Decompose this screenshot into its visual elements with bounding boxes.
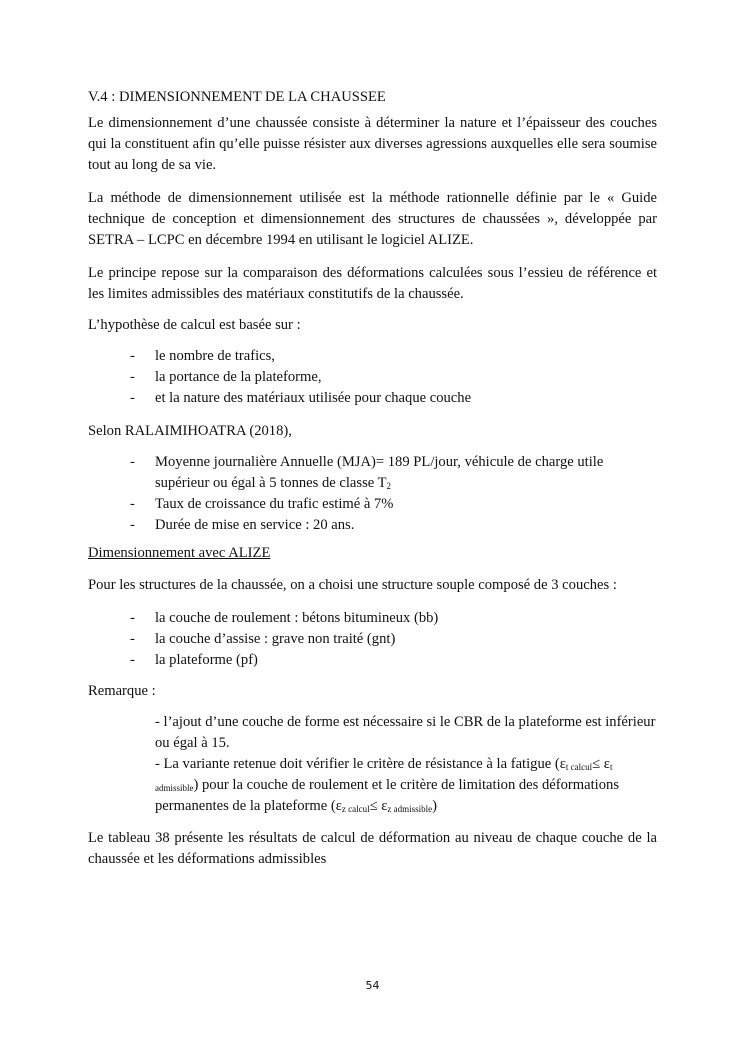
page-number: 54 [365, 979, 380, 992]
remark-1: - l’ajout d’une couche de forme est nécessaire si le CBR de la plateforme est inférieur ou égal à 15. [155, 714, 656, 751]
paragraph-method: La méthode de dimensionnement utilisée est la méthode rationnelle définie par le « Guide technique de conception et dimensionnement des structures de chaussées », développée par SETRA – LCPC en décembre 1994 en utilisant le logiciel ALIZE. [88, 190, 657, 248]
remarque-label: Remarque : [88, 683, 156, 699]
subheading: Dimensionnement avec ALIZE [88, 545, 271, 561]
list-item: - le nombre de trafics, [130, 348, 275, 364]
section-heading: V.4 : DIMENSIONNEMENT DE LA CHAUSSEE [88, 89, 386, 105]
list-item: - la plateforme (pf) [130, 652, 258, 668]
layers-list [130, 608, 657, 671]
list-item: - la couche de roulement : bétons bitumineux (bb) [130, 610, 439, 626]
hypothesis-list [130, 346, 657, 409]
list-item: - Taux de croissance du trafic estimé à 7% [130, 496, 394, 512]
list-item: - Durée de mise en service : 20 ans. [130, 517, 355, 533]
traffic-list [130, 452, 657, 536]
structure-intro: Pour les structures de la chaussée, on a choisi une structure souple composé de 3 couches : [88, 577, 617, 593]
paragraph-hypothesis: L’hypothèse de calcul est basée sur : [88, 317, 301, 333]
list-item: - la couche d’assise : grave non traité (gnt) [130, 631, 396, 647]
remark-2: - La variante retenue doit vérifier le critère de résistance à la fatigue $(\varepsilon_{t calcul}\le \varepsilon_{t admissible})$ pour la couche de roulement et le critère de limitation des déformations permanentes de la plateforme $(\varepsilon_{z calcul}\le \varepsilon_{z admissible})$ [155, 756, 619, 814]
selon-line: Selon RALAIMIHOATRA (2018), [88, 423, 292, 439]
list-item: - et la nature des matériaux utilisée pour chaque couche [130, 390, 472, 406]
paragraph-conclusion: Le tableau 38 présente les résultats de calcul de déformation au niveau de chaque couche de la chaussée et les déformations admissibles [88, 830, 657, 867]
paragraph-definition: Le dimensionnement d’une chaussée consiste à déterminer la nature et l’épaisseur des couches qui la constituent afin qu’elle puisse résister aux diverses agressions auxquelles elle sera soumise tout au long de sa vie. [88, 115, 657, 173]
list-item: - la portance de la plateforme, [130, 369, 322, 385]
list-item: - Moyenne journalière Annuelle (MJA)= 189 PL/jour, véhicule de charge utile supérieur ou égal à 5 tonnes de classe $T_2$ [130, 454, 604, 491]
paragraph-principle: Le principe repose sur la comparaison des déformations calculées sous l’essieu de référence et les limites admissibles des matériaux constitutifs de la chaussée. [88, 265, 657, 302]
